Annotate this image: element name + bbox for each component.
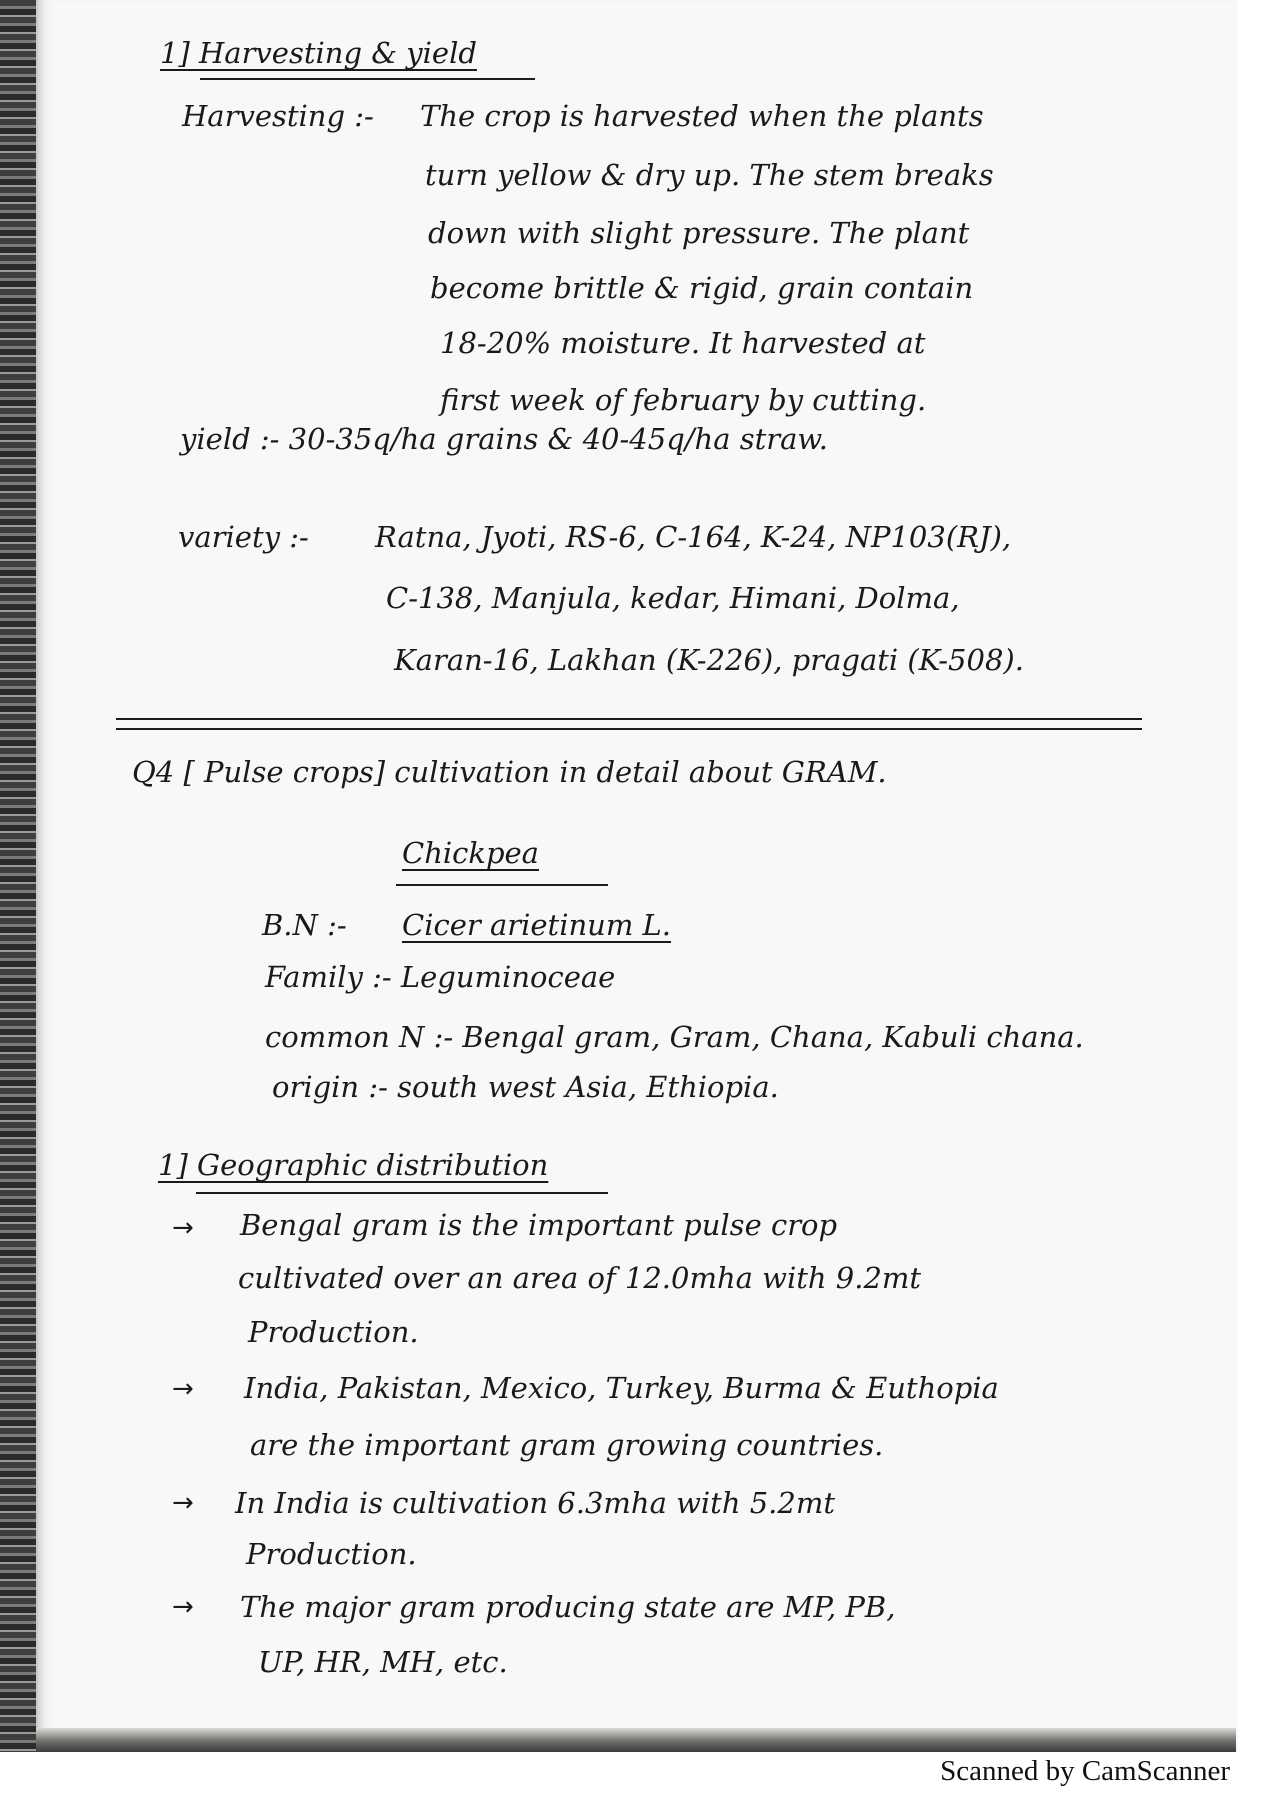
- geo-heading-underline: [196, 1192, 608, 1194]
- harvest-heading: [160, 38, 477, 70]
- harvest-line-6: first week of february by cutting.: [440, 383, 927, 417]
- section-divider-bottom: [116, 728, 1142, 730]
- geo-point-1-line-2: cultivated over an area of 12.0mha with 9.2mt: [238, 1261, 922, 1295]
- botanical-name-value: [402, 910, 671, 942]
- variety-label: variety :-: [178, 520, 309, 554]
- geo-point-4-line-2: UP, HR, MH, etc.: [258, 1645, 508, 1679]
- page-bottom-edge: [36, 1728, 1236, 1752]
- question-4: Q4 [ Pulse crops] cultivation in detail about GRAM.: [132, 755, 887, 789]
- common-name-line: common N :- Bengal gram, Gram, Chana, Kabuli chana.: [265, 1020, 1084, 1054]
- botanical-name-text: Cicer arietinum L.: [402, 908, 672, 942]
- variety-line-3: Karan-16, Lakhan (K-226), pragati (K-508).: [394, 643, 1024, 677]
- geo-heading-text: 1] Geographic distribution: [158, 1148, 549, 1182]
- bullet-arrow-3: →: [172, 1488, 194, 1518]
- harvest-line-5: 18-20% moisture. It harvested at: [440, 326, 926, 360]
- geo-point-1-line-1: Bengal gram is the important pulse crop: [240, 1208, 838, 1242]
- harvest-line-2: turn yellow & dry up. The stem breaks: [425, 158, 994, 192]
- origin-line: origin :- south west Asia, Ethiopia.: [272, 1070, 779, 1104]
- harvest-heading-text: 1] Harvesting & yield: [160, 36, 477, 70]
- family-line: Family :- Leguminoceae: [265, 960, 616, 994]
- geo-point-3-line-2: Production.: [246, 1537, 417, 1571]
- notebook-binding: [0, 0, 36, 1752]
- harvesting-label: Harvesting :-: [182, 99, 374, 133]
- section-divider-top: [116, 718, 1142, 720]
- bullet-arrow-1: →: [172, 1213, 194, 1243]
- bullet-arrow-2: →: [172, 1374, 194, 1404]
- botanical-name-label: B.N :-: [262, 908, 347, 942]
- geo-point-2-line-2: are the important gram growing countries.: [250, 1428, 884, 1462]
- crop-title-text: Chickpea: [402, 836, 539, 870]
- geo-point-3-line-1: In India is cultivation 6.3mha with 5.2mt: [235, 1486, 836, 1520]
- geo-point-4-line-1: The major gram producing state are MP, PB,: [240, 1590, 896, 1624]
- geo-point-1-line-3: Production.: [248, 1315, 419, 1349]
- harvest-line-3: down with slight pressure. The plant: [428, 216, 970, 250]
- bullet-arrow-4: →: [172, 1592, 194, 1622]
- geo-heading: [158, 1150, 548, 1182]
- harvest-line-1: The crop is harvested when the plants: [420, 99, 984, 133]
- camscanner-watermark: Scanned by CamScanner: [940, 1755, 1230, 1787]
- crop-title: [402, 838, 539, 870]
- yield-line: yield :- 30-35q/ha grains & 40-45q/ha straw.: [180, 422, 828, 456]
- harvest-line-4: become brittle & rigid, grain contain: [430, 271, 974, 305]
- heading-underline: [200, 78, 535, 80]
- variety-line-2: C-138, Manjula, kedar, Himani, Dolma,: [386, 581, 960, 615]
- geo-point-2-line-1: India, Pakistan, Mexico, Turkey, Burma & Euthopia: [244, 1371, 999, 1405]
- variety-line-1: Ratna, Jyoti, RS-6, C-164, K-24, NP103(RJ),: [375, 520, 1012, 554]
- crop-title-underline: [396, 884, 608, 886]
